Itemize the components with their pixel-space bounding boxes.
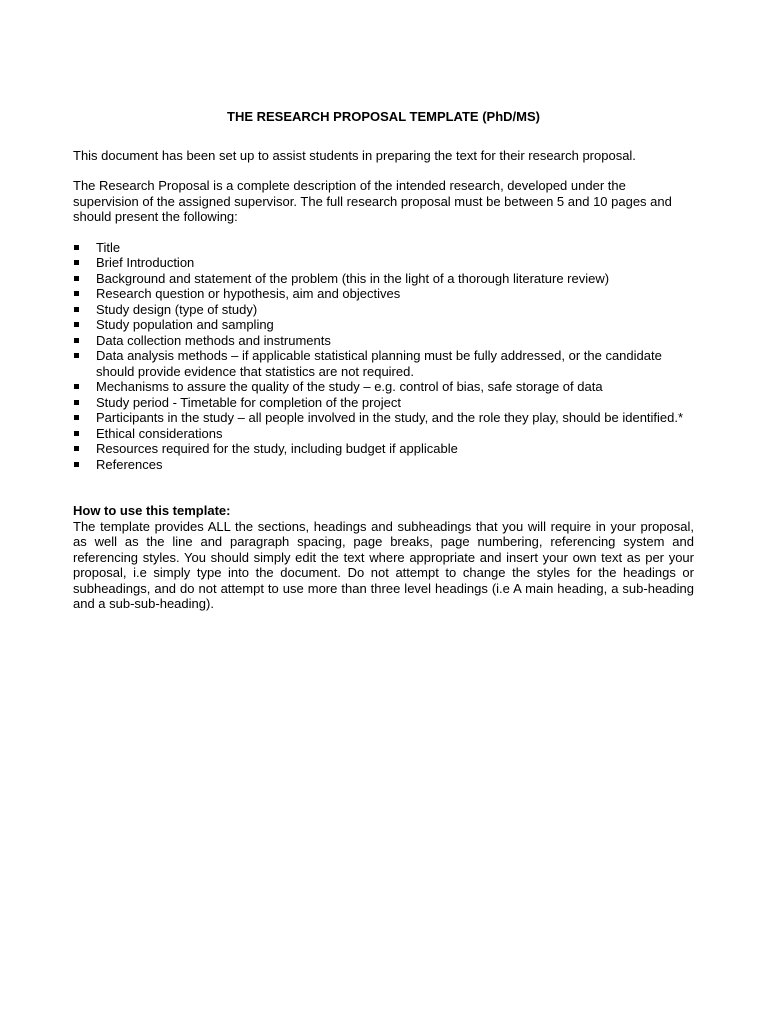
- list-item: [73, 379, 694, 395]
- square-bullet-icon: [74, 446, 79, 451]
- square-bullet-icon: [74, 415, 79, 420]
- list-item-text: Title: [96, 239, 121, 255]
- list-item: [73, 395, 694, 411]
- document-content: [73, 109, 694, 612]
- list-item-text: References: [96, 456, 163, 472]
- list-item: [73, 302, 694, 318]
- list-item: [73, 317, 694, 333]
- list-item: [73, 457, 694, 473]
- list-item-text: Study population and sampling: [96, 317, 274, 332]
- document-title: THE RESEARCH PROPOSAL TEMPLATE (PhD/MS): [227, 109, 540, 124]
- description-paragraph: The Research Proposal is a complete description of the intended research, developed under the supervision of the assigned supervisor. The full research proposal must be between 5 and 10 pages and should present the following:: [73, 178, 672, 224]
- square-bullet-icon: [74, 276, 79, 281]
- list-item-text: Study period - Timetable for completion of the project: [96, 394, 401, 410]
- square-bullet-icon: [74, 338, 79, 343]
- list-item: [73, 286, 694, 302]
- list-item-text: Data collection methods and instruments: [96, 332, 331, 348]
- square-bullet-icon: [74, 462, 79, 467]
- list-item-text: Ethical considerations: [96, 425, 223, 441]
- square-bullet-icon: [74, 260, 79, 265]
- intro-paragraph: This document has been set up to assist students in preparing the text for their research proposal.: [73, 147, 636, 163]
- square-bullet-icon: [74, 353, 79, 358]
- list-item-text: Data analysis methods – if applicable statistical planning must be fully addressed, or the candidate should provide evidence that statistics are not required.: [96, 348, 662, 379]
- list-item: [73, 240, 694, 256]
- howto-paragraph: The template provides ALL the sections, headings and subheadings that you will require in your proposal, as well as the line and paragraph spacing, page breaks, page numbering, referencing system and referencing styles. You should simply edit the text where appropriate and insert your own text as per your proposal, i.e simply type into the document. Do not attempt to change the styles for the headings or subheadings, and do not attempt to use more than three level headings (i.e A main heading, a sub-heading and a sub-sub-heading).: [73, 518, 694, 611]
- list-item: [73, 410, 694, 426]
- list-item-text: Study design (type of study): [96, 301, 258, 317]
- list-item: [73, 441, 694, 457]
- list-item-text: Mechanisms to assure the quality of the study – e.g. control of bias, safe storage of data: [96, 379, 603, 394]
- list-item: [73, 333, 694, 349]
- square-bullet-icon: [74, 400, 79, 405]
- requirements-list: [73, 240, 694, 473]
- list-item: [73, 271, 694, 287]
- howto-heading: How to use this template:: [73, 503, 231, 518]
- square-bullet-icon: [74, 245, 79, 250]
- list-item-text: Resources required for the study, including budget if applicable: [96, 441, 458, 456]
- square-bullet-icon: [74, 291, 79, 296]
- square-bullet-icon: [74, 431, 79, 436]
- list-item-text: Research question or hypothesis, aim and objectives: [96, 286, 401, 301]
- list-item-text: Background and statement of the problem (this in the light of a thorough literature review): [96, 270, 610, 286]
- square-bullet-icon: [74, 322, 79, 327]
- list-item-text: Participants in the study – all people involved in the study, and the role they play, should be identified.*: [96, 410, 684, 425]
- list-item: [73, 348, 694, 379]
- square-bullet-icon: [74, 307, 79, 312]
- list-item: [73, 255, 694, 271]
- list-item: [73, 426, 694, 442]
- square-bullet-icon: [74, 384, 79, 389]
- list-item-text: Brief Introduction: [96, 255, 195, 270]
